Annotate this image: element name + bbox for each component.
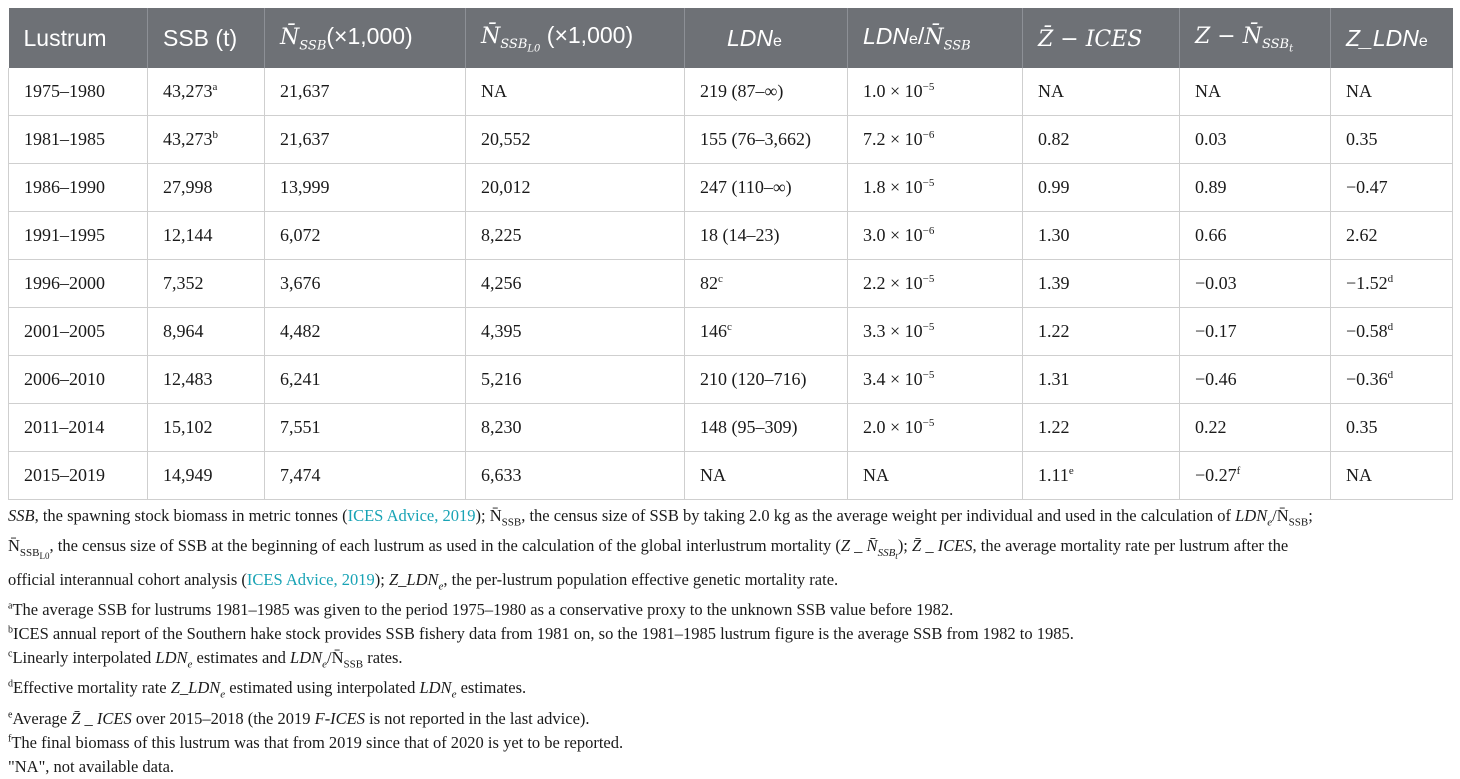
cell-lustrum [9,404,148,452]
cell-ssb-text: 14,949 [163,465,213,485]
cell-ssb-text: 7,352 [163,273,204,293]
cell-znssbt [1180,212,1331,260]
header-nssb-l0: $N̄_{SSB_{L0}}$ (×1,000) [466,8,685,68]
cell-ratio-mantissa: 3.3 × 10 [863,321,923,341]
cell-lustrum [9,68,148,116]
footnote-d-end: estimates. [456,678,527,698]
footnote-f: $^f$The final biomass of this lustrum was that from 2019 since that of 2020 is yet to be reported. [8,732,624,752]
cell-lustrum [9,212,148,260]
cell-nssb [265,116,466,164]
cell-ssb [148,260,265,308]
table-row [9,68,1453,116]
note-abbreviations-line2: $N̄_{SSB_{L0}}$, the census size of SSB at the beginning of each lustrum as used in the calculation of the global interlustrum mortality (Z _ $N̄_{SSB_t}$); Z̄ _ ICES, the average mortality rate per lustrum after the [8,536,1289,561]
cell-nssbl0-text: 6,633 [481,465,522,485]
cell-nssbl0-text: 8,230 [481,417,522,437]
cell-nssb [265,452,466,500]
footnote-b-text: ICES annual report of the Southern hake stock provides SSB fishery data from 1981 on, so the 1981–1985 lustrum figure is the average SSB from 1982 to 1985. [13,624,1074,644]
note-zices-def: , the average mortality rate per lustrum after the [972,536,1289,556]
cell-zldne-text: NA [1346,465,1372,485]
cell-ldne-text: 247 (110–∞) [700,177,792,197]
note-nssbl0-def: , the census size of SSB at the beginning of each lustrum as used in the calculation of the global interlustrum mortality ( [49,536,841,556]
cell-ratio-exponent: −5 [922,369,935,381]
table-footnotes [8,504,1452,779]
note-ssb-def: , the spawning stock biomass in metric tonnes ( [34,506,348,525]
cell-zices [1023,356,1180,404]
note-ssb-term: SSB [8,506,35,525]
table-row [9,404,1453,452]
cell-ssb-text: 12,483 [163,369,213,389]
cell-znssbt-text: −0.03 [1195,273,1237,293]
cell-ratio-exponent: −5 [922,177,935,189]
table-row [9,164,1453,212]
table-row [9,452,1453,500]
footnote-d: $^d$Effective mortality rate $Z\_LDN_e$ estimated using interpolated $LDN_e$ estimates. [8,678,527,701]
cell-ratio-exponent: −5 [922,321,935,333]
cell-nssbl0-text: 8,225 [481,225,522,245]
cell-ssb-text: 43,273 [163,81,213,101]
cell-znssbt [1180,404,1331,452]
footnote-f-text: The final biomass of this lustrum was that from 2019 since that of 2020 is yet to be reported. [11,732,624,752]
cell-zldne [1331,308,1453,356]
footnote-c-mid: estimates and [192,648,291,668]
footnote-c-end: rates. [363,648,403,668]
cell-zldne-text: −0.47 [1346,177,1388,197]
cell-zices-text: NA [1038,81,1064,101]
cell-nssbl0 [466,260,685,308]
cell-nssbl0-text: 4,395 [481,321,522,341]
cell-nssbl0 [466,68,685,116]
cell-zldne-text: −0.36 [1346,369,1388,389]
footnote-c: $^c$Linearly interpolated $LDN_e$ estimates and $LDN_e/N̄_{SSB}$ rates. [8,648,403,671]
reference-link-ices-advice-2[interactable]: ICES Advice, 2019 [246,569,375,589]
cell-ssb [148,308,265,356]
header-z-ices: Z̄ − ICES [1023,8,1180,68]
cell-ratio-mantissa: 7.2 × 10 [863,129,923,149]
footnote-e-end: is not reported in the last advice). [365,708,590,728]
cell-nssbl0-text: 5,216 [481,369,522,389]
cell-ssb [148,164,265,212]
cell-zices-text: 1.30 [1038,225,1070,245]
reference-link-ices-advice-1[interactable]: ICES Advice, 2019 [347,506,476,525]
cell-ssb [148,356,265,404]
cell-ldne [685,356,848,404]
cell-lustrum-text: 1975–1980 [24,81,105,101]
cell-ratio [848,308,1023,356]
cell-nssb [265,212,466,260]
note-zldne-def: , the per-lustrum population effective genetic mortality rate. [443,569,839,589]
cell-lustrum [9,356,148,404]
cell-zices-text: 1.22 [1038,417,1070,437]
note-after-ref1: ); [475,506,490,525]
cell-nssb [265,68,466,116]
cell-nssbl0 [466,356,685,404]
cell-zices [1023,308,1180,356]
cell-lustrum [9,452,148,500]
cell-ldne-text: 219 (87–∞) [700,81,784,101]
cell-ratio [848,452,1023,500]
cell-ratio [848,164,1023,212]
cell-zices-text: 1.31 [1038,369,1070,389]
footnote-d-mid: estimated using interpolated [225,678,420,698]
footnote-e-fices: F-ICES [314,708,366,728]
cell-znssbt-text: 0.03 [1195,129,1227,149]
cell-znssbt [1180,68,1331,116]
cell-ldne-text: NA [700,465,726,485]
cell-ratio-exponent: −5 [922,417,935,429]
note-abbreviations-line3: official interannual cohort analysis (ICES Advice, 2019); $Z\_LDN_e$, the per-lustrum population effective genetic mortality rate. [8,569,839,593]
cell-ldne-text: 82 [700,273,718,293]
cell-ratio [848,116,1023,164]
footnote-e: $^e$Average Z̄ _ ICES over 2015–2018 (the 2019 F-ICES is not reported in the last advice). [8,708,590,728]
cell-nssb-text: 6,072 [280,225,321,245]
cell-zices [1023,68,1180,116]
header-ldne: LDNe [685,8,848,68]
cell-ssb-text: 43,273 [163,129,213,149]
footnote-na-text: "NA", not available data. [8,756,175,776]
footnote-a-text: The average SSB for lustrums 1981–1985 was given to the period 1975–1980 as a conservative proxy to the unknown SSB value before 1982. [12,600,954,620]
cell-ldne-text: 148 (95–309) [700,417,798,437]
cell-ldne [685,212,848,260]
cell-ldne-text: 210 (120–716) [700,369,807,389]
cell-zldne [1331,164,1453,212]
cell-znssbt [1180,356,1331,404]
cell-ssb [148,68,265,116]
cell-nssbl0-text: 20,552 [481,129,531,149]
cell-zldne-text: −1.52 [1346,273,1388,293]
cell-nssb [265,260,466,308]
cell-ratio [848,404,1023,452]
cell-nssbl0 [466,308,685,356]
cell-lustrum-text: 1981–1985 [24,129,105,149]
cell-ldne [685,68,848,116]
table-row [9,356,1453,404]
cell-ldne-text: 155 (76–3,662) [700,129,811,149]
cell-nssb-text: 7,551 [280,417,321,437]
cell-zldne [1331,356,1453,404]
cell-nssb [265,356,466,404]
cell-ratio-exponent: −6 [922,129,935,141]
cell-lustrum [9,308,148,356]
cell-zices [1023,404,1180,452]
cell-ratio [848,68,1023,116]
cell-znssbt [1180,452,1331,500]
cell-ldne [685,308,848,356]
cell-ldne [685,452,848,500]
footnote-b: $^b$ICES annual report of the Southern hake stock provides SSB fishery data from 1981 on, so the 1981–1985 lustrum figure is the average SSB from 1982 to 1985. [8,624,1074,644]
cell-nssb-text: 21,637 [280,81,330,101]
cell-zices-text: 0.99 [1038,177,1070,197]
cell-footnote-marker: b [212,129,218,141]
footnote-e-start: Average [12,708,72,728]
footnote-d-start: Effective mortality rate [13,678,171,698]
cell-nssbl0 [466,164,685,212]
cell-zices [1023,212,1180,260]
cell-ratio-exponent: −6 [922,225,935,237]
cell-ratio-mantissa: 2.2 × 10 [863,273,923,293]
cell-footnote-marker: c [718,273,723,285]
header-ssb [148,8,265,68]
header-lustrum [9,8,148,68]
cell-ldne [685,260,848,308]
cell-nssb-text: 7,474 [280,465,321,485]
footnote-c-start: Linearly interpolated [12,648,156,668]
cell-ssb-text: 12,144 [163,225,213,245]
cell-footnote-marker: d [1387,273,1394,285]
cell-zldne-text: 0.35 [1346,417,1378,437]
cell-ratio-mantissa: 3.0 × 10 [863,225,923,245]
cell-znssbt [1180,116,1331,164]
cell-znssbt-text: 0.89 [1195,177,1227,197]
cell-nssbl0 [466,212,685,260]
cell-zldne [1331,68,1453,116]
cell-lustrum-text: 2001–2005 [24,321,105,341]
cell-lustrum [9,260,148,308]
cell-znssbt-text: −0.17 [1195,321,1237,341]
cell-zices [1023,164,1180,212]
cell-zldne-text: 2.62 [1346,225,1378,245]
cell-znssbt-text: NA [1195,81,1221,101]
cell-ratio-mantissa: 1.0 × 10 [863,81,923,101]
cell-ssb [148,212,265,260]
cell-znssbt [1180,164,1331,212]
cell-zices [1023,452,1180,500]
cell-ssb-text: 27,998 [163,177,213,197]
cell-zices [1023,260,1180,308]
cell-footnote-marker: a [212,81,218,93]
header-ssb-text: SSB (t) [163,24,238,51]
cell-footnote-marker: c [727,321,732,333]
cell-nssbl0 [466,452,685,500]
cell-znssbt [1180,308,1331,356]
cell-lustrum [9,164,148,212]
cell-nssb-text: 4,482 [280,321,321,341]
cell-nssb-text: 6,241 [280,369,321,389]
cell-nssbl0-text: 4,256 [481,273,522,293]
cell-zices [1023,116,1180,164]
cell-nssb [265,164,466,212]
header-nssb: $N̄_{SSB}(\times 1,000)$ [265,8,466,68]
cell-footnote-marker: d [1387,321,1394,333]
cell-nssbl0 [466,116,685,164]
cell-znssbt-text: −0.27 [1195,465,1237,485]
cell-znssbt [1180,260,1331,308]
cell-lustrum-text: 1996–2000 [24,273,105,293]
cell-nssb-text: 3,676 [280,273,321,293]
cell-lustrum-text: 2006–2010 [24,369,105,389]
cell-ldne [685,164,848,212]
cell-nssbl0-text: 20,012 [481,177,531,197]
cell-lustrum-text: 1991–1995 [24,225,105,245]
header-z-ldne: Z_LDNe [1331,8,1453,68]
cell-ratio-mantissa: 2.0 × 10 [863,417,923,437]
cell-znssbt-text: 0.22 [1195,417,1227,437]
data-table [8,8,1453,500]
cell-lustrum [9,116,148,164]
cell-zldne [1331,116,1453,164]
cell-ssb [148,116,265,164]
note-line3-start: official interannual cohort analysis ( [8,569,247,589]
cell-ssb-text: 15,102 [163,417,213,437]
cell-zices-text: 1.39 [1038,273,1070,293]
header-z-nssbt: $Z - N̄_{SSB_t}$ [1180,8,1331,68]
cell-ratio [848,356,1023,404]
cell-ldne-text: 18 (14–23) [700,225,780,245]
cell-lustrum-text: 2011–2014 [24,417,105,437]
cell-ssb [148,404,265,452]
cell-ratio [848,212,1023,260]
cell-nssb [265,404,466,452]
table-row [9,116,1453,164]
table-body [9,68,1453,500]
cell-zldne-text: NA [1346,81,1372,101]
cell-nssb [265,308,466,356]
cell-znssbt-text: −0.46 [1195,369,1237,389]
cell-znssbt-text: 0.66 [1195,225,1227,245]
cell-zldne [1331,452,1453,500]
cell-nssbl0-text: NA [481,81,507,101]
note-abbreviations-line1: SSB, the spawning stock biomass in metric tonnes (ICES Advice, 2019); $N̄_{SSB}$, the census size of SSB by taking 2.0 kg as the average weight per individual and used in the calculation of $LDN_e/N̄_{SSB}$; [8,506,1313,529]
cell-ratio-mantissa: 3.4 × 10 [863,369,923,389]
note-nssb-def: , the census size of SSB by taking 2.0 kg as the average weight per individual and used in the calculation of [521,506,1236,525]
cell-zldne-text: 0.35 [1346,129,1378,149]
cell-ratio-mantissa: 1.8 × 10 [863,177,923,197]
cell-ratio-exponent: −5 [922,273,935,285]
cell-nssbl0 [466,404,685,452]
cell-footnote-marker: f [1236,465,1241,477]
cell-zldne-text: −0.58 [1346,321,1388,341]
cell-nssb-text: 13,999 [280,177,330,197]
cell-ratio-text: NA [863,465,889,485]
table-container [8,8,1452,779]
table-row [9,212,1453,260]
cell-footnote-marker: d [1387,369,1394,381]
cell-ssb [148,452,265,500]
footnote-na [8,755,1452,779]
cell-ratio-exponent: −5 [922,81,935,93]
cell-lustrum-text: 2015–2019 [24,465,105,485]
cell-nssb-text: 21,637 [280,129,330,149]
cell-ldne [685,404,848,452]
cell-lustrum-text: 1986–1990 [24,177,105,197]
cell-ldne [685,116,848,164]
cell-zldne [1331,260,1453,308]
footnote-a: $^a$The average SSB for lustrums 1981–1985 was given to the period 1975–1980 as a conservative proxy to the unknown SSB value before 1982. [8,600,954,620]
cell-zldne [1331,212,1453,260]
cell-zldne [1331,404,1453,452]
cell-ratio [848,260,1023,308]
table-row [9,260,1453,308]
header-row [9,8,1453,68]
header-ldne-ratio: LDNe/$N̄_{SSB}$ [848,8,1023,68]
footnote-e-mid: over 2015–2018 (the 2019 [131,708,315,728]
table-row [9,308,1453,356]
cell-ssb-text: 8,964 [163,321,204,341]
cell-zices-text: 0.82 [1038,129,1070,149]
cell-ldne-text: 146 [700,321,727,341]
cell-zices-text: 1.22 [1038,321,1070,341]
cell-zices-text: 1.11 [1038,465,1069,485]
cell-footnote-marker: e [1068,465,1074,477]
header-lustrum-text: Lustrum [23,24,107,51]
